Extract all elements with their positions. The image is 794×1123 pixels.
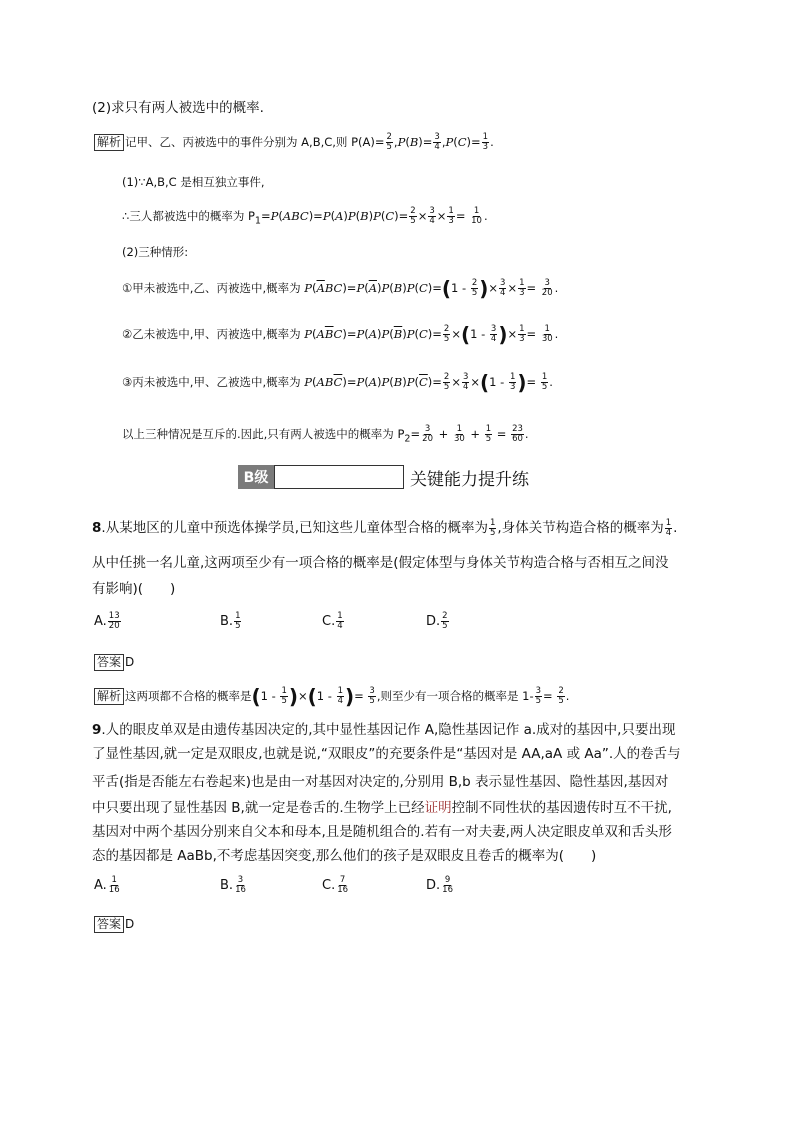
level-band [238, 465, 529, 489]
q7-p1-formula: ∴三人都被选中的概率为 $P_1=P(ABC)=P(A)P(B)P(C)=$ $\frac{2}{5}$ × $\frac{3}{4}$ × $\frac{1}{3}$ = $\frac{1}{10}$ . [122, 206, 488, 227]
q7-p2-label: (2)三种情形: [122, 245, 189, 259]
option-fraction: $\frac{9}{16}$ [442, 875, 453, 895]
option-fraction: $\frac{1}{16}$ [108, 875, 120, 895]
option-fraction: $\frac{3}{16}$ [235, 875, 246, 895]
q8-line2: 从中任挑一名儿童,这两项至少有一项合格的概率是(假定体型与身体关节构造合格与否相互之间没 [92, 555, 669, 571]
q8-line1: 8.从某地区的儿童中预选体操学员,已知这些儿童体型合格的概率为 $\frac{1}{5}$ ,身体关节构造合格的概率为 $\frac{1}{4}$ . [92, 517, 678, 538]
q8-option-b[interactable] [220, 612, 242, 631]
option-fraction: $\frac{2}{5}$ [442, 611, 448, 631]
q8-number: 8 [92, 520, 102, 536]
q8-answer: D [125, 655, 135, 669]
q8-jiexi: 解析 这两项都不合格的概率是(1 - $\frac{1}{5}$ )×(1 - $\frac{1}{4}$ )= $\frac{3}{5}$ ,则至少有一项合格的概率是 1- $\frac{3}{5}$ = $\frac{2}{5}$ . [94, 686, 569, 707]
case-2: ②乙未被选中,甲、丙被选中,概率为 $P(A\overline{B}C)=P(A)P(\overline{B})P(C)=$ $\frac{2}{5}$ ×(1 - $\frac{3}{4}$ )× $\frac{1}{3}$ = $\frac{1}{30}$ . [122, 322, 559, 347]
q9-option-c[interactable] [322, 876, 350, 895]
q9-answer: D [125, 917, 135, 931]
q9-line2: 了显性基因,就一定是双眼皮,也就是说,“双眼皮”的充要条件是“基因对是 AA,aA 或 Aa”.人的卷舌与 [92, 746, 681, 762]
q9-answer-row [94, 914, 134, 934]
case-1: ①甲未被选中,乙、丙被选中,概率为 $P(\overline{A}BC)=P(\overline{A})P(B)P(C)=(1$ - $\frac{2}{5}$ )× $\frac{3}{4}$ × $\frac{1}{3}$ = $\frac{3}{20}$ . [122, 276, 559, 301]
option-label: C. [322, 878, 336, 893]
option-label: A. [94, 878, 107, 893]
option-label: D. [426, 614, 441, 629]
q9-text-1: .人的眼皮单双是由遗传基因决定的,其中显性基因记作 A,隐性基因记作 a.成对的基因中,只要出现 [101, 722, 676, 738]
q8-option-c[interactable] [322, 612, 345, 631]
case-3-text: ③丙未被选中,甲、乙被选中,概率为 [122, 375, 301, 389]
option-fraction: $\frac{1}{4}$ [337, 611, 343, 631]
option-label: A. [94, 614, 107, 629]
q8-text-1: .从某地区的儿童中预选体操学员,已知这些儿童体型合格的概率为 [101, 520, 488, 536]
q8-option-d[interactable] [426, 612, 450, 631]
q9-number: 9 [92, 722, 102, 738]
option-label: C. [322, 614, 336, 629]
conclusion: 以上三种情况是互斥的.因此,只有两人被选中的概率为 $P_2=$ $\frac{3}{20}$ + $\frac{1}{30}$ + $\frac{1}{5}$ = $\frac{23}{60}$ . [122, 424, 529, 445]
q9-option-b[interactable] [220, 876, 248, 895]
jiexi-tag: 解析 [94, 134, 124, 151]
q8-option-a[interactable] [94, 612, 122, 631]
option-fraction: $\frac{13}{20}$ [108, 611, 120, 631]
q9-text-4b: 控制不同性状的基因遗传时互不干扰, [451, 800, 672, 816]
q9-line3: 平舌(指是否能左右卷起来)也是由一对基因对决定的,分别用 B,b 表示显性基因、隐性基因,基因对 [92, 774, 669, 790]
q9-option-d[interactable] [426, 876, 455, 895]
q9-option-a[interactable] [94, 876, 122, 895]
option-label: D. [426, 878, 441, 893]
q9-red-word: 证明 [424, 800, 452, 816]
q9-line5: 基因对中两个基因分别来自父本和母本,且是随机组合的.若有一对夫妻,两人决定眼皮单双和舌头形 [92, 824, 672, 840]
case-2-text: ②乙未被选中,甲、丙被选中,概率为 [122, 327, 301, 341]
option-fraction: $\frac{7}{16}$ [337, 875, 349, 895]
answer-tag: 答案 [94, 654, 124, 671]
q7-intro-text: 记甲、乙、丙被选中的事件分别为 A,B,C,则 P(A)= [125, 135, 385, 149]
q7-p1-text: ∴三人都被选中的概率为 P [122, 209, 255, 223]
level-box [274, 465, 404, 489]
q8-jiexi-text-a: 这两项都不合格的概率是 [125, 689, 252, 703]
q9-line6: 态的基因都是 AaBb,不考虑基因突变,那么他们的孩子是双眼皮且卷舌的概率为( ) [92, 848, 597, 864]
level-badge: B级 [238, 465, 274, 489]
option-fraction: $\frac{1}{5}$ [235, 611, 241, 631]
answer-tag: 答案 [94, 916, 124, 933]
conclusion-text: 以上三种情况是互斥的.因此,只有两人被选中的概率为 P [122, 427, 405, 441]
q8-answer-row [94, 652, 134, 672]
q8-jiexi-text-b: ,则至少有一项合格的概率是 1- [376, 689, 534, 703]
q9-line1 [92, 720, 675, 740]
q7-jiexi-intro: 解析 记甲、乙、丙被选中的事件分别为 A,B,C,则 P(A)= $\frac{2}{5}$ ,P(B)= $\frac{3}{4}$ ,P(C)= $\frac{1}{3}$ . [94, 132, 494, 152]
q9-line4 [92, 798, 672, 818]
option-label: B. [220, 878, 234, 893]
q8-line3: 有影响)( ) [92, 581, 176, 597]
option-label: B. [220, 614, 234, 629]
jiexi-tag: 解析 [94, 688, 124, 705]
case-3: ③丙未被选中,甲、乙被选中,概率为 $P(AB\overline{C})=P(A)P(B)P(\overline{C})=$ $\frac{2}{5}$ × $\frac{3}{4}$ ×(1 - $\frac{1}{3}$ )= $\frac{1}{5}$ . [122, 370, 553, 395]
q9-text-4a: 中只要出现了显性基因 B,就一定是卷舌的.生物学上已经 [92, 800, 425, 816]
q7-p1-label: (1)∵A,B,C 是相互独立事件, [122, 175, 265, 189]
case-1-text: ①甲未被选中,乙、丙被选中,概率为 [122, 281, 301, 295]
q7-part2: (2)求只有两人被选中的概率. [92, 100, 264, 116]
q8-text-1b: ,身体关节构造合格的概率为 [497, 520, 664, 536]
level-title: 关键能力提升练 [410, 469, 529, 490]
